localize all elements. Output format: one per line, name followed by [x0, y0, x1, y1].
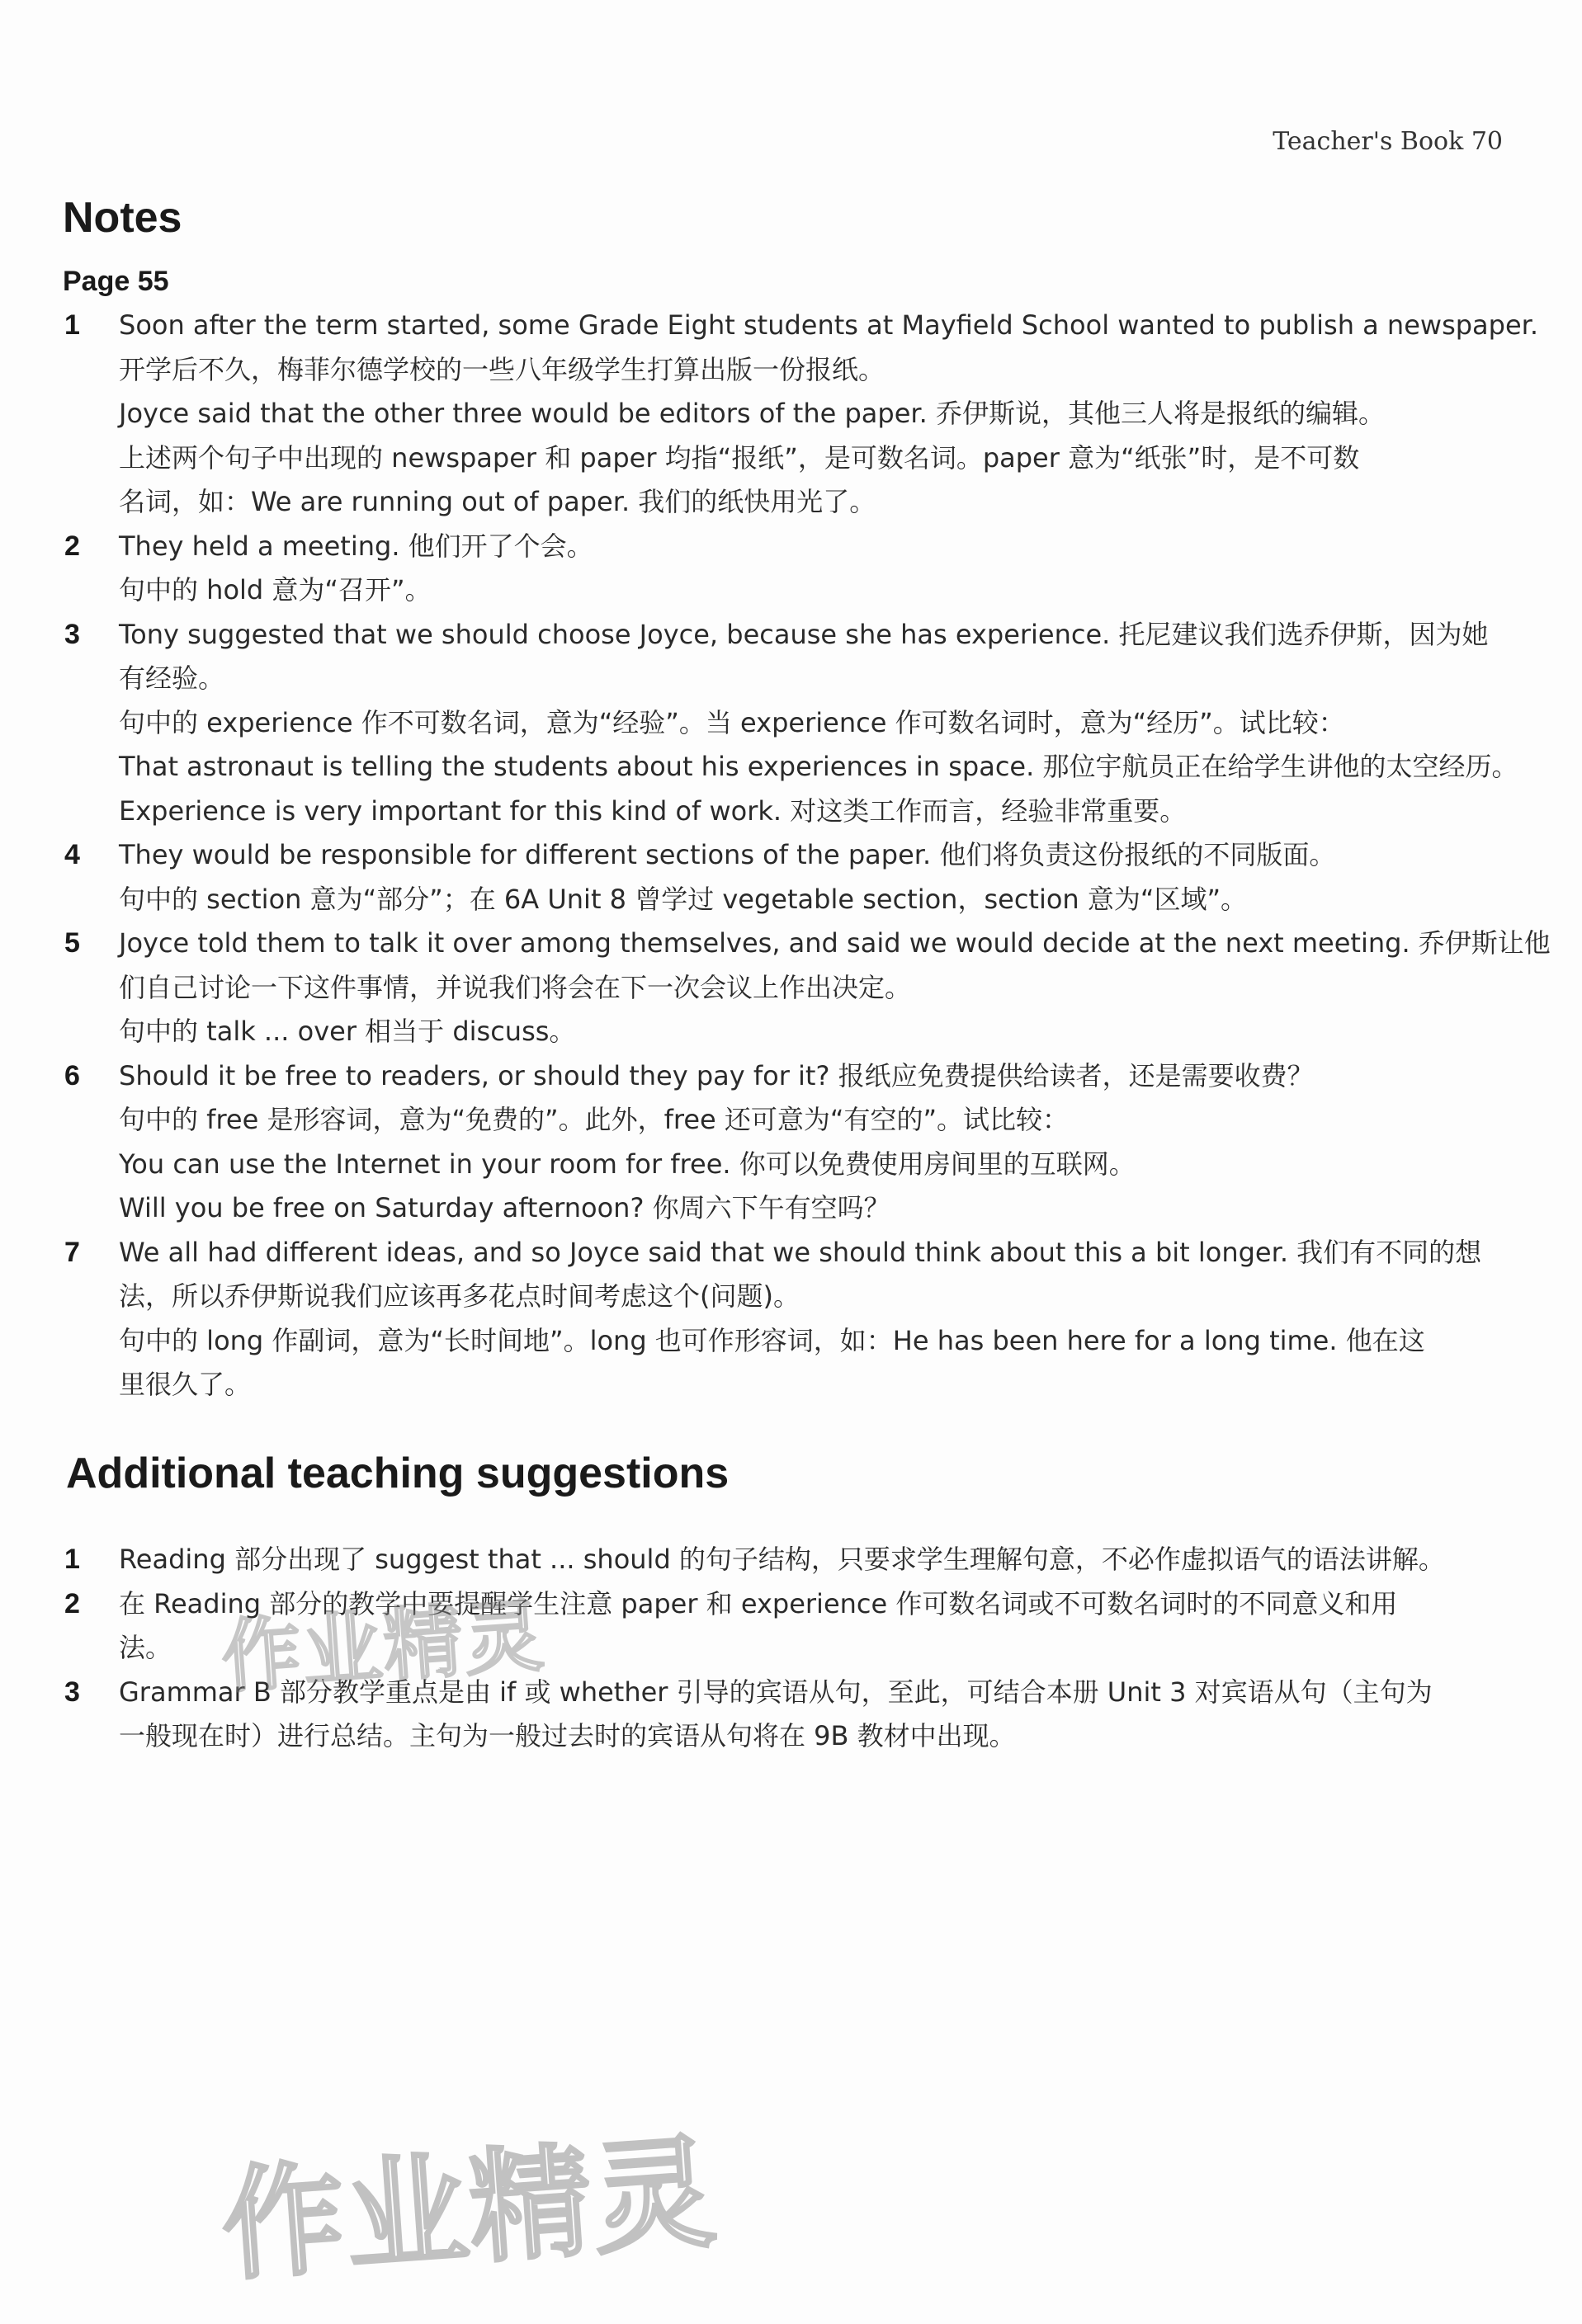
- item-text-line: Joyce said that the other three would be editors of the paper. 乔伊斯说，其他三人将是报纸的编辑。: [119, 398, 1385, 429]
- item-text-line: 名词，如：We are running out of paper. 我们的纸快用光了。: [119, 486, 876, 517]
- item-text-line: 里很久了。: [119, 1369, 252, 1400]
- item-text-line: Experience is very important for this kind of work. 对这类工作而言，经验非常重要。: [119, 794, 1187, 827]
- item-number: 7: [64, 1236, 80, 1268]
- item-number: 3: [64, 618, 80, 650]
- item-text-line: Will you be free on Saturday afternoon? 你周六下午有空吗？: [119, 1192, 890, 1223]
- item-number: 6: [64, 1059, 80, 1091]
- item-text-line: They would be responsible for different sections of the paper. 他们将负责这份报纸的不同版面。: [119, 839, 1336, 870]
- additional-suggestions-heading: Additional teaching suggestions: [66, 1450, 730, 1497]
- item-text-line: 句中的 experience 作不可数名词，意为“经验”。当 experience 作可数名词时，意为“经历”。试比较：: [119, 706, 1345, 738]
- page-header: Teacher's Book 70: [1273, 127, 1503, 156]
- suggestion-item: [63, 1671, 1507, 1759]
- item-text-line: 有经验。: [119, 662, 225, 694]
- item-text-line: They held a meeting. 他们开了个会。: [119, 530, 593, 562]
- note-item: [63, 833, 1507, 922]
- note-item: [63, 1054, 1507, 1231]
- item-text-line: You can use the Internet in your room for free. 你可以免费使用房间里的互联网。: [119, 1148, 1136, 1180]
- item-number: 3: [64, 1676, 80, 1708]
- item-text-line: Soon after the term started, some Grade Eight students at Mayfield School wanted to publish a newspaper.: [119, 309, 1539, 341]
- item-text-line: 法，所以乔伊斯说我们应该再多花点时间考虑这个(问题)。: [119, 1280, 800, 1312]
- notes-list: [63, 304, 1551, 1407]
- note-item: [63, 1231, 1507, 1407]
- suggestion-item: [63, 1582, 1507, 1671]
- note-item: [63, 525, 1507, 613]
- item-text-line: 一般现在时）进行总结。主句为一般过去时的宾语从句将在 9B 教材中出现。: [119, 1720, 1016, 1751]
- item-text-line: 开学后不久，梅菲尔德学校的一些八年级学生打算出版一份报纸。: [119, 353, 885, 385]
- item-text-line: 上述两个句子中出现的 newspaper 和 paper 均指“报纸”，是可数名词。paper 意为“纸张”时，是不可数: [119, 441, 1360, 474]
- item-text-line: 句中的 free 是形容词，意为“免费的”。此外，free 还可意为“有空的”。试比较：: [119, 1104, 1070, 1135]
- item-text-line: 句中的 hold 意为“召开”。: [119, 574, 432, 606]
- item-text-line: Tony suggested that we should choose Joyce, because she has experience. 托尼建议我们选乔伊斯，因为她: [119, 618, 1489, 650]
- item-text-line: We all had different ideas, and so Joyce said that we should think about this a bit longer. 我们有不同的想: [119, 1236, 1482, 1268]
- item-text-line: That astronaut is telling the students about his experiences in space. 那位宇航员正在给学生讲他的太空经历。: [119, 751, 1518, 782]
- item-text-line: 句中的 section 意为“部分”；在 6A Unit 8 曾学过 vegetable section，section 意为“区域”。: [119, 883, 1248, 915]
- item-number: 1: [64, 309, 80, 341]
- item-text-line: Joyce told them to talk it over among themselves, and said we would decide at the next meeting. 乔伊斯让他: [119, 927, 1551, 959]
- item-text-line: 法。: [119, 1632, 172, 1663]
- item-text-line: 句中的 long 作副词，意为“长时间地”。long 也可作形容词，如：He has been here for a long time. 他在这: [119, 1324, 1425, 1356]
- item-text-line: Reading 部分出现了 suggest that ... should 的句子结构，只要求学生理解句意，不必作虚拟语气的语法讲解。: [119, 1544, 1445, 1575]
- item-number: 4: [64, 839, 80, 870]
- item-number: 1: [64, 1544, 80, 1575]
- suggestion-item: [63, 1538, 1507, 1582]
- item-text-line: 句中的 talk ... over 相当于 discuss。: [119, 1016, 576, 1047]
- item-text-line: 在 Reading 部分的教学中要提醒学生注意 paper 和 experience 作可数名词或不可数名词时的不同意义和用: [119, 1587, 1398, 1619]
- item-text-line: 们自己讨论一下这件事情，并说我们将会在下一次会议上作出决定。: [119, 971, 912, 1003]
- item-text-line: Should it be free to readers, or should they pay for it? 报纸应免费提供给读者，还是需要收费？: [119, 1059, 1314, 1091]
- page-reference-label: Page 55: [63, 266, 169, 297]
- watermark-logo-large: 作业精灵: [217, 2121, 722, 2298]
- additional-suggestions-list: [63, 1538, 1507, 1759]
- item-number: 5: [64, 927, 80, 959]
- note-item: [63, 922, 1551, 1054]
- note-item: [63, 613, 1518, 834]
- watermark-logo: 作业精灵: [219, 1589, 548, 1704]
- item-number: 2: [64, 1587, 80, 1619]
- note-item: [63, 304, 1539, 525]
- notes-heading: Notes: [63, 194, 182, 242]
- item-text-line: Grammar B 部分教学重点是由 if 或 whether 引导的宾语从句，至此，可结合本册 Unit 3 对宾语从句（主句为: [119, 1676, 1433, 1708]
- item-number: 2: [64, 530, 80, 562]
